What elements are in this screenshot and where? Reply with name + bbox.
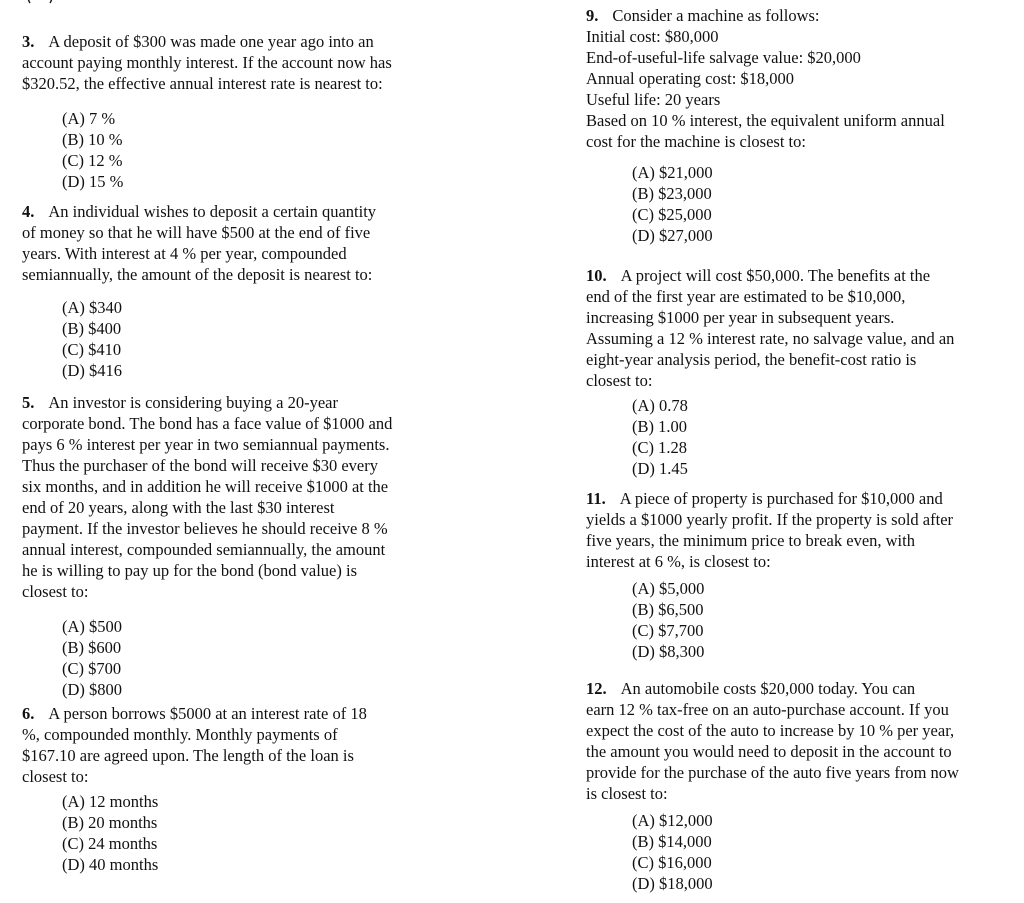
question-stem: [586, 265, 1006, 391]
option-b: (B) 1.00: [632, 417, 687, 436]
question-3: [22, 31, 442, 192]
option-b: (B) $23,000: [632, 184, 712, 203]
question-text: A piece of property is purchased for $10,000 and yields a $1000 yearly profit. If the property is sold after five years, the minimum price to break even, with interest at 6 %, is closest to:: [586, 489, 954, 571]
question-5: [22, 392, 442, 700]
option-a: (A) 7 %: [62, 109, 116, 128]
answer-options: [586, 578, 1006, 662]
option-a: (A) $500: [62, 617, 123, 636]
option-c: (C) $7,700: [632, 621, 704, 640]
option-a: (A) $5,000: [632, 579, 705, 598]
question-text: A project will cost $50,000. The benefits at the end of the first year are estimated to be $10,000, increasing $1000 per year in subsequent years. Assuming a 12 % interest rate, no salvage value, and an eight-year analysis period, the benefit-cost ratio is closest to:: [586, 266, 955, 390]
question-stem: [586, 488, 1006, 572]
question-number: 11.: [586, 489, 606, 508]
option-a: (A) 0.78: [632, 396, 688, 415]
question-6: [22, 703, 442, 875]
option-a: (A) $21,000: [632, 163, 713, 182]
question-text: A person borrows $5000 at an interest rate of 18 %, compounded monthly. Monthly payments of $167.10 are agreed upon. The length of the loan is closest to:: [22, 704, 367, 786]
question-stem: [22, 31, 442, 94]
option-c: (C) 24 months: [62, 834, 158, 853]
answer-options: [586, 162, 1006, 246]
answer-options: [22, 791, 442, 875]
question-number: 3.: [22, 32, 35, 51]
question-number: 10.: [586, 266, 607, 285]
question-text: Consider a machine as follows: Initial cost: $80,000 End-of-useful-life salvage value: $20,000 Annual operating cost: $18,000 Useful life: 20 years Based on 10 % interest, the equivalent uniform annual cost for the machine is closest to:: [586, 6, 945, 151]
option-c: (C) $700: [62, 659, 122, 678]
option-b: (B) $6,500: [632, 600, 704, 619]
cropped-text-fragment: [22, 0, 62, 7]
option-d: (D) 40 months: [62, 855, 159, 874]
option-b: (B) $400: [62, 319, 122, 338]
question-text: An automobile costs $20,000 today. You can earn 12 % tax-free on an auto-purchase account. If you expect the cost of the auto to increase by 10 % per year, the amount you would need to deposit in the account to provide for the purchase of the auto five years from now is closest to:: [586, 679, 959, 803]
option-d: (D) 15 %: [62, 172, 124, 191]
option-b: (B) $14,000: [632, 832, 712, 851]
option-d: (D) $27,000: [632, 226, 713, 245]
question-12: [586, 678, 1006, 894]
question-number: 6.: [22, 704, 35, 723]
question-text: An investor is considering buying a 20-year corporate bond. The bond has a face value of $1000 and pays 6 % interest per year in two semiannual payments. Thus the purchaser of the bond will receive $30 every six months, and in addition he will receive $1000 at the end of 20 years, along with the last $30 interest payment. If the investor believes he should receive 8 % annual interest, compounded semiannually, the amount he is willing to pay up for the bond (bond value) is closest to:: [22, 393, 393, 601]
option-b: (B) 10 %: [62, 130, 123, 149]
answer-options: [22, 616, 442, 700]
answer-options: [22, 297, 442, 381]
question-text: A deposit of $300 was made one year ago into an account paying monthly interest. If the account now has $320.52, the effective annual interest rate is nearest to:: [22, 32, 392, 93]
question-number: 9.: [586, 6, 599, 25]
question-10: [586, 265, 1006, 479]
option-d: (D) $18,000: [632, 874, 713, 893]
question-stem: [22, 201, 442, 285]
question-number: 5.: [22, 393, 35, 412]
answer-options: [22, 108, 442, 192]
question-text: An individual wishes to deposit a certain quantity of money so that he will have $500 at the end of five years. With interest at 4 % per year, compounded semiannually, the amount of the deposit is nearest to:: [22, 202, 377, 284]
answer-options: [586, 810, 1006, 894]
question-stem: [586, 5, 1006, 152]
option-c: (C) $16,000: [632, 853, 712, 872]
option-b: (B) $600: [62, 638, 122, 657]
option-d: (D) $8,300: [632, 642, 705, 661]
option-c: (C) $25,000: [632, 205, 712, 224]
option-b: (B) 20 months: [62, 813, 158, 832]
question-stem: [586, 678, 1006, 804]
option-a: (A) $340: [62, 298, 123, 317]
question-4: [22, 201, 442, 381]
option-a: (A) 12 months: [62, 792, 159, 811]
question-stem: [22, 703, 442, 787]
question-9: [586, 5, 1006, 246]
option-a: (A) $12,000: [632, 811, 713, 830]
option-c: (C) $410: [62, 340, 122, 359]
option-c: (C) 1.28: [632, 438, 687, 457]
question-number: 4.: [22, 202, 35, 221]
question-stem: [22, 392, 442, 602]
option-d: (D) $416: [62, 361, 123, 380]
question-11: [586, 488, 1006, 662]
question-number: 12.: [586, 679, 607, 698]
option-d: (D) 1.45: [632, 459, 688, 478]
answer-options: [586, 395, 1006, 479]
option-c: (C) 12 %: [62, 151, 123, 170]
option-d: (D) $800: [62, 680, 123, 699]
